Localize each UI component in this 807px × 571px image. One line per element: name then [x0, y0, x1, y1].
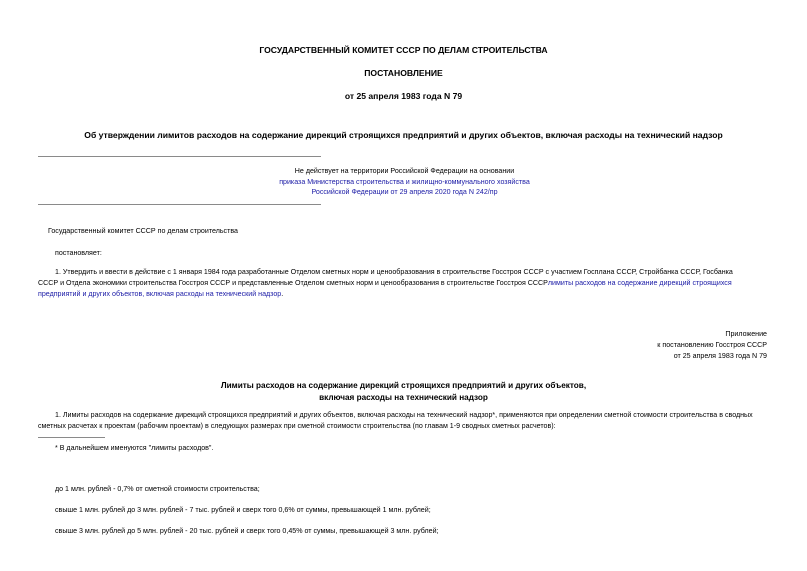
limits-document-link[interactable]: лимиты расходов на содержание дирекций строящихся [547, 279, 732, 287]
document-date-number: от 25 апреля 1983 года N 79 [344, 91, 463, 101]
appendix-paragraph-line2: сметных расчетах к проектам (рабочим проектам) в следующих размерах при сметной стоимости строительства (по главам 1-9 сводных сметных расчетов): [38, 422, 556, 430]
limits-document-link-cont[interactable]: предприятий и других объектов, включая расходы на технический надзор [38, 290, 282, 298]
footnote-text: * В дальнейшем именуются "лимиты расходов". [55, 444, 214, 452]
appendix-ref-resolution: к постановлению Госстроя СССР [657, 341, 767, 349]
resolution-paragraph-line2 [38, 279, 767, 289]
limit-item: свыше 1 млн. рублей до 3 млн. рублей - 7 тыс. рублей и сверх того 0,6% от суммы, превышающей 1 млн. рублей; [55, 506, 431, 514]
committee-heading: ГОСУДАРСТВЕННЫЙ КОМИТЕТ СССР ПО ДЕЛАМ СТРОИТЕЛЬСТВА [259, 45, 548, 55]
document-type-heading: ПОСТАНОВЛЕНИЕ [364, 68, 443, 78]
notice-bottom-rule [38, 204, 321, 205]
appendix-ref-label: Приложение [725, 330, 767, 338]
resolution-paragraph-line3 [38, 290, 283, 300]
resolution-paragraph-end: . [281, 290, 284, 298]
limit-item: свыше 3 млн. рублей до 5 млн. рублей - 20 тыс. рублей и сверх того 0,45% от суммы, превышающей 3 млн. рублей; [55, 527, 439, 535]
resolves-text: постановляет: [55, 249, 102, 257]
limit-item: до 1 млн. рублей - 0,7% от сметной стоимости строительства; [55, 485, 260, 493]
document-subject-title: Об утверждении лимитов расходов на содержание дирекций строящихся предприятий и других объектов, включая расходы на технический надзор [84, 130, 723, 140]
resolution-paragraph-line1: 1. Утвердить и ввести в действие с 1 января 1984 года разработанные Отделом сметных норм и ценообразования в строительстве Госстроя СССР с участием Госплана СССР, Стройбанка СССР, Госбанка [55, 268, 733, 276]
notice-order-link[interactable]: приказа Министерства строительства и жилищно-коммунального хозяйства [279, 178, 530, 186]
appendix-ref-date: от 25 апреля 1983 года N 79 [673, 352, 767, 360]
notice-top-rule [38, 156, 321, 157]
appendix-title-line1: Лимиты расходов на содержание дирекций строящихся предприятий и других объектов, [220, 381, 587, 390]
notice-order-link-date[interactable]: Российской Федерации от 29 апреля 2020 года N 242/пр [311, 188, 498, 196]
issuer-text: Государственный комитет СССР по делам строительства [48, 227, 238, 235]
appendix-title-line2: включая расходы на технический надзор [319, 393, 488, 402]
appendix-paragraph-line1: 1. Лимиты расходов на содержание дирекций строящихся предприятий и других объектов, включая расходы на технический надзор*, применяются при определении сметной стоимости строительства в сводных [55, 411, 753, 419]
resolution-paragraph-text: СССР и Отдела экономики строительства Госстроя СССР и представленные Отделом сметных норм и ценообразования в строительстве Госстроя СССР [38, 279, 548, 287]
footnote-rule [38, 437, 105, 438]
notice-status-text: Не действует на территории Российской Федерации на основании [294, 167, 515, 175]
